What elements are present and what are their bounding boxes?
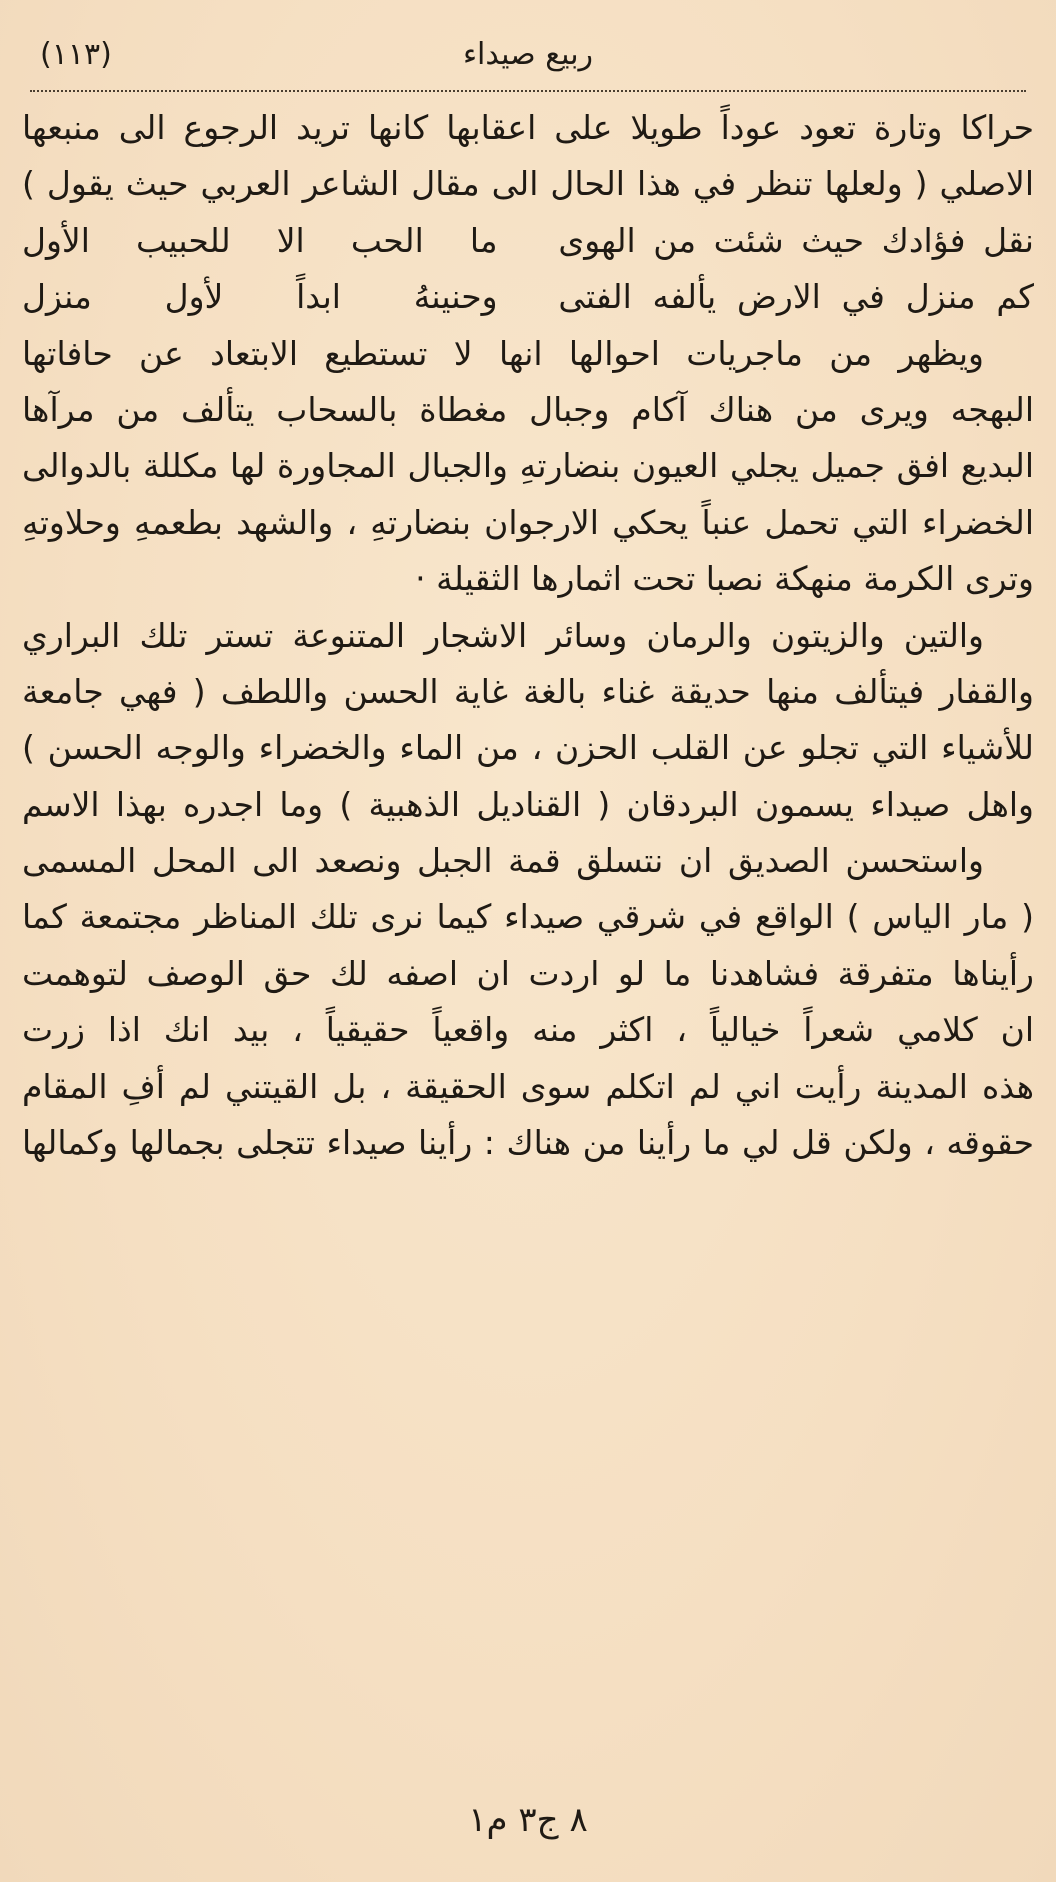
text-line: والتين والزيتون والرمان وسائر الاشجار المتنوعة تستر تلك البراري xyxy=(22,615,984,655)
text-line: واستحسن الصديق ان نتسلق قمة الجبل ونصعد الى المحل المسمى xyxy=(22,841,984,881)
page-number: (١١٣) xyxy=(40,37,112,72)
text-line: هذه المدينة رأيت اني لم اتكلم سوى الحقيقة ، بل القيتني لم أفِ المقام xyxy=(22,1066,1034,1106)
text-line: حقوقه ، ولكن قل لي ما رأينا من هناك : رأينا صيداء تتجلى بجمالها وكمالها xyxy=(22,1123,1034,1163)
text-line: واهل صيداء يسمون البردقان ( القناديل الذهبية ) وما اجدره بهذا الاسم xyxy=(22,784,1034,824)
verse-line xyxy=(22,213,1034,269)
text-line: البهجه ويرى من هناك آكام وجبال مغطاة بالسحاب يتألف من مرآها xyxy=(22,389,1034,429)
verse-first-hemistich: كم منزل في الارض يألفه الفتى xyxy=(558,277,1034,317)
verse-second-hemistich: وحنينهُ ابداً لأول منزل xyxy=(22,277,498,317)
text-line: وترى الكرمة منهكة نصبا تحت اثمارها الثقيلة · xyxy=(415,559,1034,599)
text-line: ان كلامي شعراً خيالياً ، اكثر منه واقعياً حقيقياً ، بيد انك اذا زرت xyxy=(22,1010,1034,1050)
text-line: ويظهر من ماجريات احوالها انها لا تستطيع الابتعاد عن حافاتها xyxy=(22,333,984,373)
signature-mark: ٨ ج٣ م١ xyxy=(468,1800,588,1840)
running-title: ربيع صيداء xyxy=(462,37,594,72)
verse-first-hemistich: نقل فؤادك حيث شئت من الهوى xyxy=(558,220,1034,260)
verse-line xyxy=(22,269,1034,325)
header-dotted-rule xyxy=(30,90,1026,92)
text-line: رأيناها متفرقة فشاهدنا ما لو اردت ان اصفه لك حق الوصف لتوهمت xyxy=(22,953,1034,993)
text-line: ( مار الياس ) الواقع في شرقي صيداء كيما نرى تلك المناظر مجتمعة كما xyxy=(22,897,1034,937)
verse-second-hemistich: ما الحب الا للحبيب الأول xyxy=(22,220,498,260)
body-text xyxy=(22,100,1034,1171)
text-line: الخضراء التي تحمل عنباً يحكي الارجوان بنضارتهِ ، والشهد بطعمهِ وحلاوتهِ xyxy=(22,502,1034,542)
text-line: البديع افق جميل يجلي العيون بنضارتهِ والجبال المجاورة لها مكللة بالدوالى xyxy=(22,446,1034,486)
text-line: للأشياء التي تجلو عن القلب الحزن ، من الماء والخضراء والوجه الحسن ) xyxy=(22,728,1034,768)
text-line: الاصلي ( ولعلها تنظر في هذا الحال الى مقال الشاعر العربي حيث يقول ) xyxy=(22,164,1034,204)
running-header xyxy=(30,30,1026,80)
text-line: حراكا وتارة تعود عوداً طويلا على اعقابها كانها تريد الرجوع الى منبعها xyxy=(22,108,1034,147)
text-line: والقفار فيتألف منها حديقة غناء بالغة غاية الحسن واللطف ( فهي جامعة xyxy=(22,671,1034,711)
